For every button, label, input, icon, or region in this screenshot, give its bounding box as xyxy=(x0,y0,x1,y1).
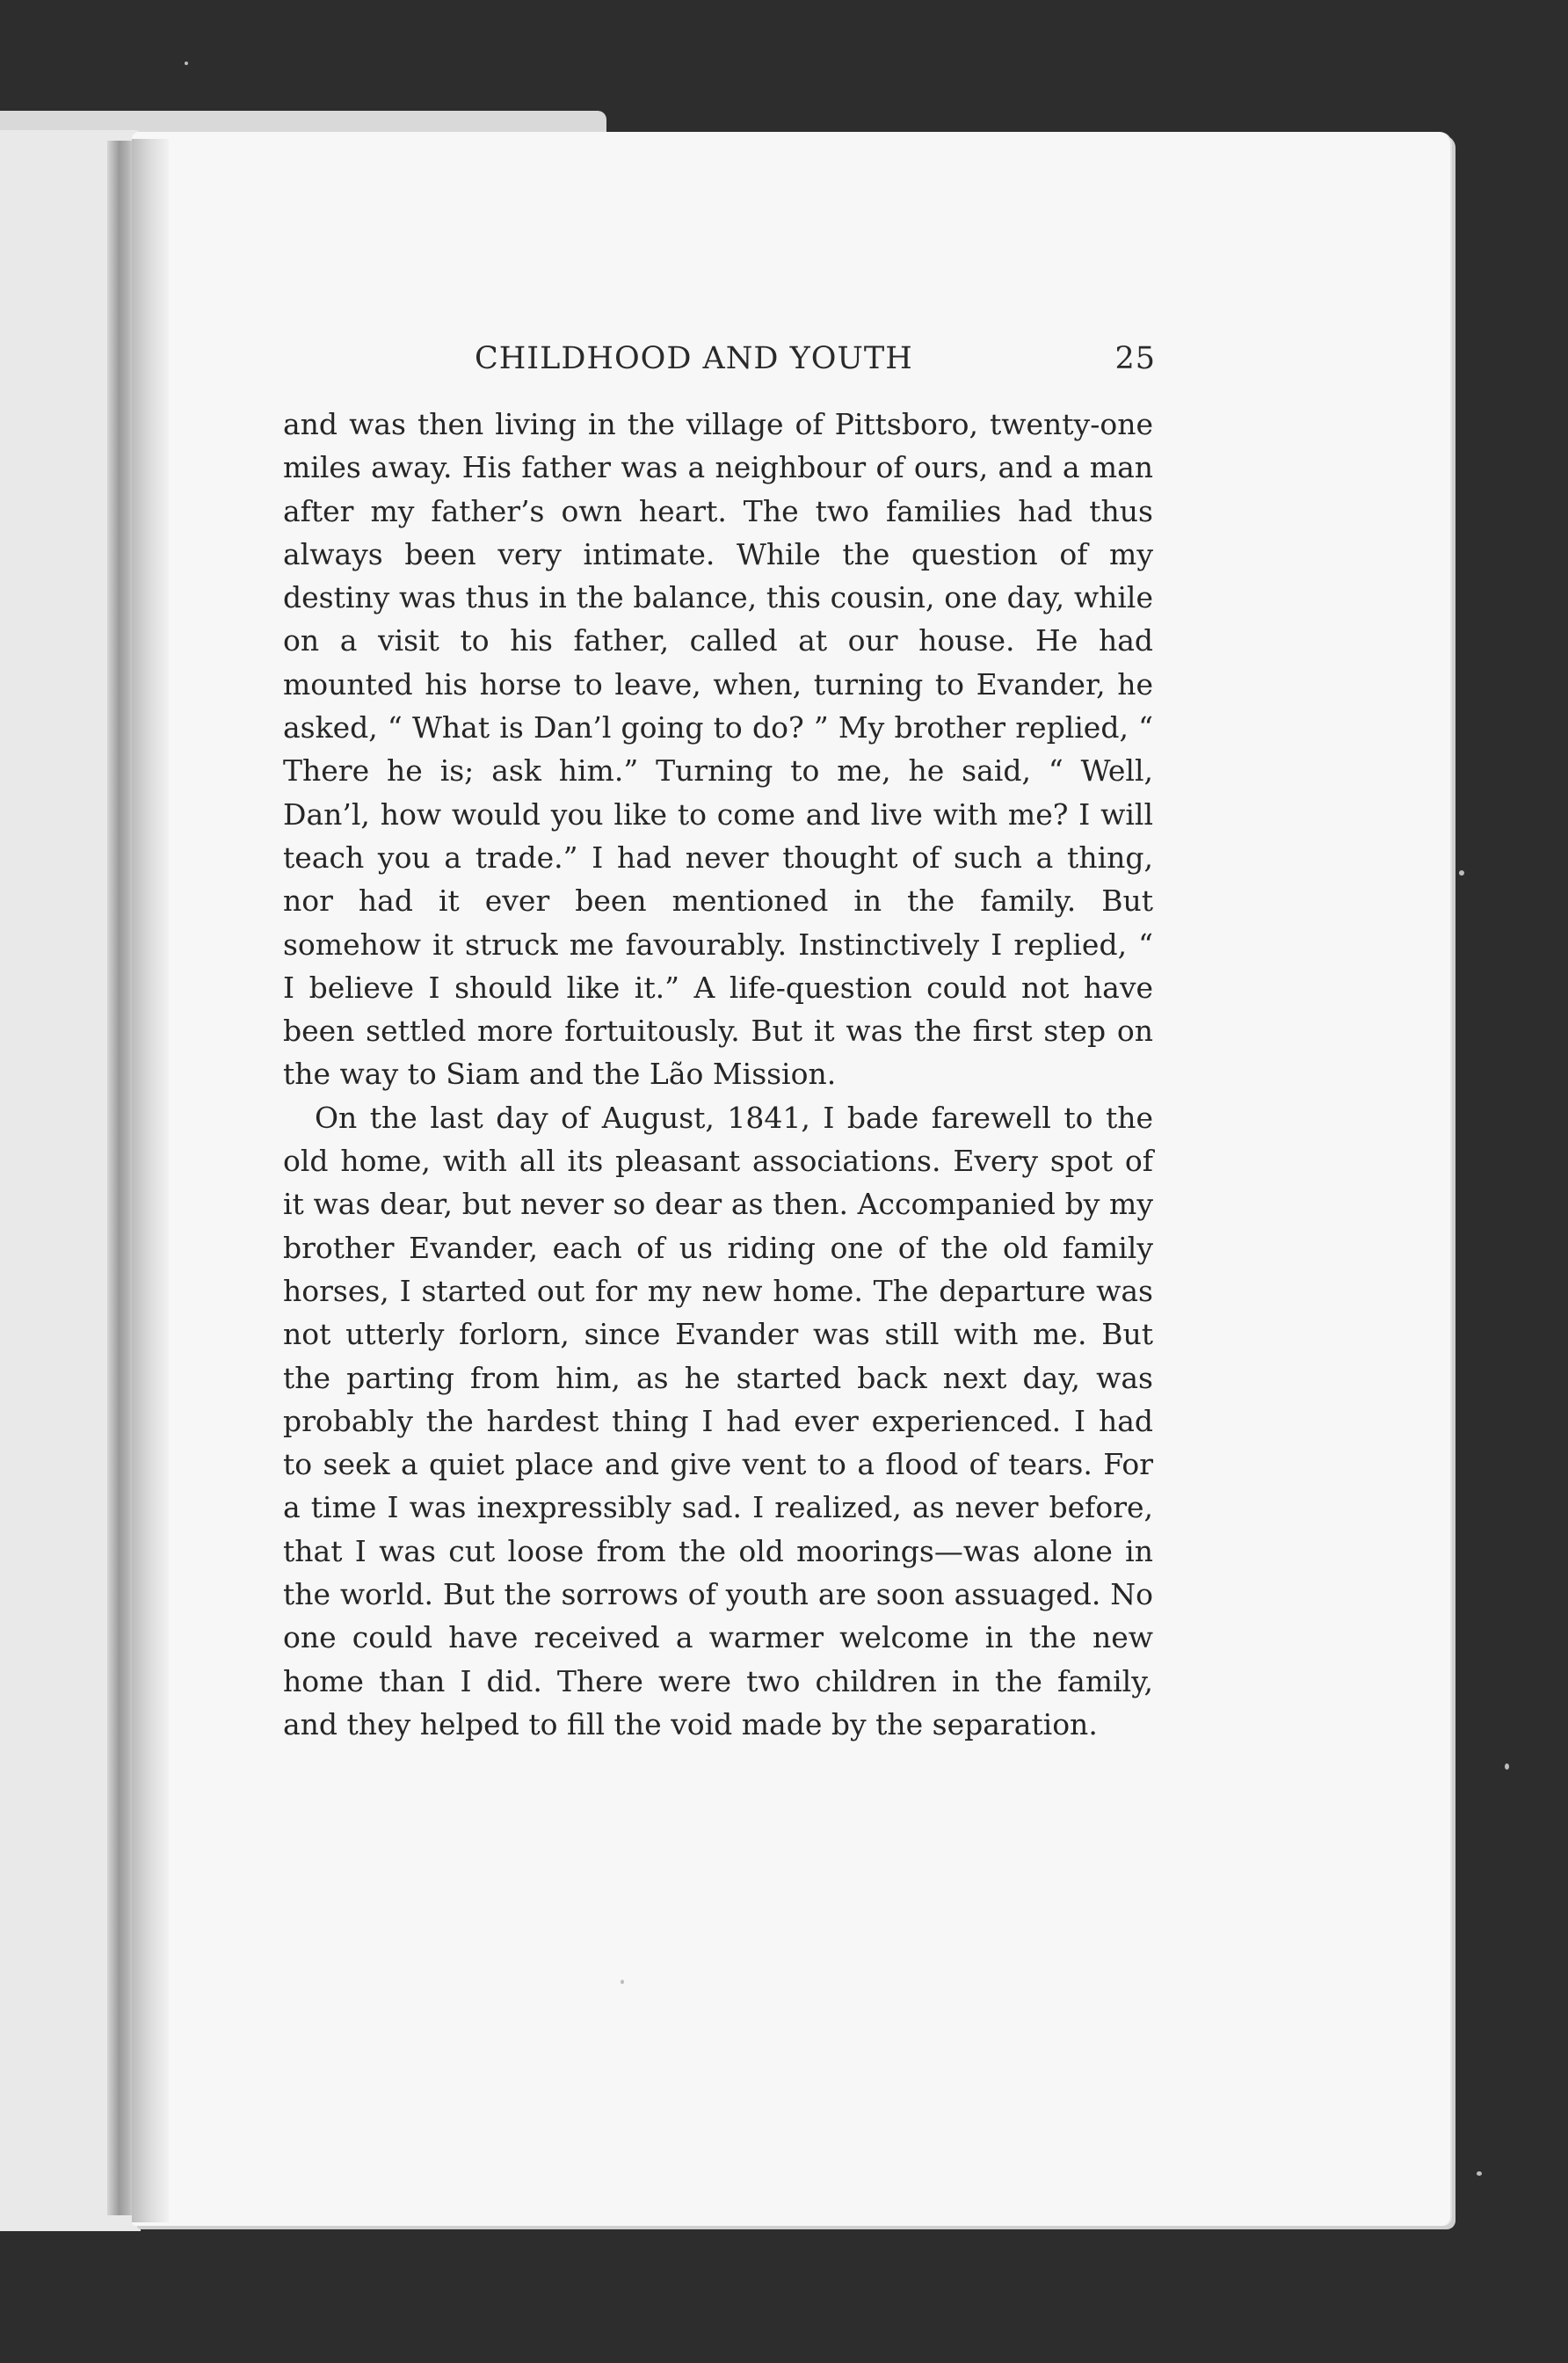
dust-speck xyxy=(1477,2171,1482,2176)
page-gutter xyxy=(132,139,169,2222)
dust-speck xyxy=(185,62,188,65)
dust-speck xyxy=(1505,1763,1509,1770)
dust-speck xyxy=(1459,870,1464,876)
page-number: 25 xyxy=(1114,341,1156,376)
paragraph: and was then living in the village of Pittsboro, twenty-one miles away. His father was a neighbour of ours, and a man after my father’s own heart. The two families had thus always been very intimate. While the question of my destiny was thus in the balance, this cousin, one day, while on a visit to his father, called at our house. He had mounted his horse to leave, when, turning to Evander, he asked, “ What is Dan’l going to do? ” My brother replied, “ There he is; ask him.” Turning to me, he said, “ Well, Dan’l, how would you like to come and live with me? I will teach you a trade.” I had never thought of such a thing, nor had it ever been mentioned in the family. But somehow it struck me favourably. Instinctively I replied, “ I believe I should like it.” A life-question could not have been settled more fortuitously. But it was the first step on the way to Siam and the Lão Mission. xyxy=(283,407,1153,1092)
paragraph: On the last day of August, 1841, I bade farewell to the old home, with all its pleasant associations. Every spot of it was dear, but never so dear as then. Accompanied by my brother Evander, each of us riding one of the old family horses, I started out for my new home. The departure was not utterly forlorn, since Evander was still with me. But the parting from him, as he started back next day, was probably the hardest thing I had ever experienced. I had to seek a quiet place and give vent to a flood of tears. For a time I was inexpressibly sad. I realized, as never before, that I was cut loose from the old moorings—was alone in the world. But the sorrows of youth are soon assuaged. No one could have received a warmer welcome in the new home than I did. There were two children in the family, and they helped to fill the void made by the separation. xyxy=(283,1100,1153,1741)
body-text xyxy=(283,403,1153,1746)
dust-speck xyxy=(621,1980,624,1984)
running-head xyxy=(475,341,1156,385)
running-head-title: CHILDHOOD AND YOUTH xyxy=(475,341,913,376)
